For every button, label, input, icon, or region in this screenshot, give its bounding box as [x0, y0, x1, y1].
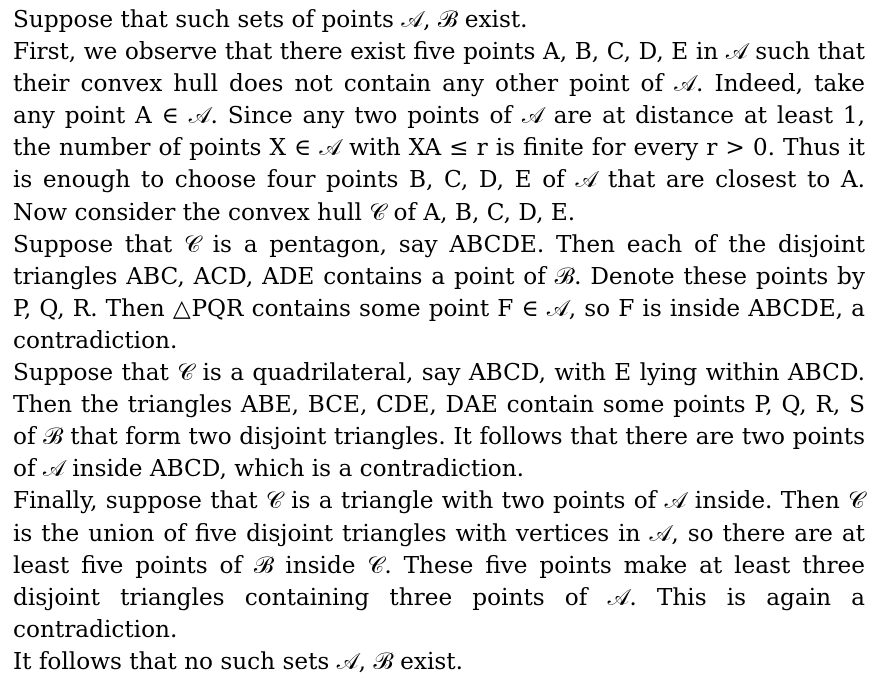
- paragraph-text: Finally, suppose that 𝒞 is a triangle with two points of 𝒜 inside. Then 𝒞 is the union of five disjoint triangles with vertices in 𝒜, so there are at least five points of ℬ inside 𝒞. These five points make at least three disjoint triangles containing three points of 𝒜. This is again a contradiction.: [13, 487, 865, 643]
- paragraph-quadrilateral-case: [13, 357, 865, 485]
- paragraph-pentagon-case: [13, 229, 865, 357]
- paragraph-conclusion: [13, 646, 865, 678]
- paragraph-text: Suppose that such sets of points 𝒜, ℬ exist.: [13, 6, 528, 33]
- paragraph-text: It follows that no such sets 𝒜, ℬ exist.: [13, 647, 463, 675]
- paragraph-text: First, we observe that there exist five points A, B, C, D, E in 𝒜 such that their convex hull does not contain any other point of 𝒜. Indeed, take any point A ∈ 𝒜. Since any two points of 𝒜 are at distance at least 1, the number of points X ∈ 𝒜 with XA ≤ r is finite for every r > 0. Thus it is enough to choose four points B, C, D, E of 𝒜 that are closest to A. Now consider the convex hull 𝒞 of A, B, C, D, E.: [13, 38, 865, 226]
- paragraph-five-points: [13, 36, 865, 229]
- paragraph-assumption: [13, 4, 865, 36]
- paragraph-text: Suppose that 𝒞 is a quadrilateral, say ABCD, with E lying within ABCD. Then the triangles ABE, BCE, CDE, DAE contain some points P, Q, R, S of ℬ that form two disjoint triangles. It follows that there are two points of 𝒜 inside ABCD, which is a contradiction.: [13, 359, 865, 483]
- paragraph-text: Suppose that 𝒞 is a pentagon, say ABCDE. Then each of the disjoint triangles ABC, ACD, ADE contains a point of ℬ. Denote these points by P, Q, R. Then △PQR contains some point F ∈ 𝒜, so F is inside ABCDE, a contradiction.: [13, 230, 865, 354]
- paragraph-triangle-case: [13, 485, 865, 645]
